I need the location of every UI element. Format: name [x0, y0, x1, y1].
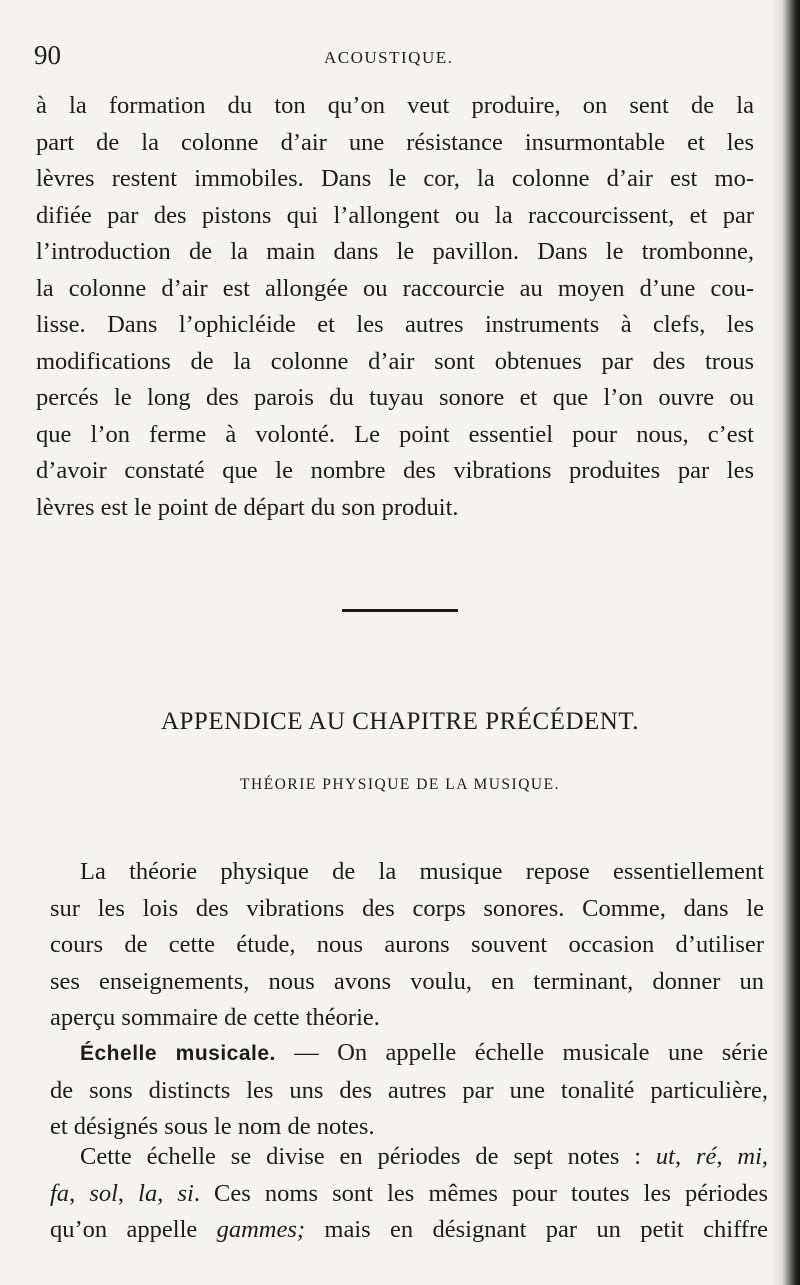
- text-span: . Ces noms sont les mêmes pour toutes les périodes: [193, 1179, 768, 1207]
- note-name: la: [138, 1179, 158, 1207]
- page-number: 90: [34, 40, 61, 70]
- text-line: et désignés sous le nom de notes.: [50, 1113, 375, 1140]
- text-line: part de la colonne d’air une résistance insurmontable et les: [36, 128, 754, 156]
- text-line: sur les lois des vibrations des corps sonores. Comme, dans le: [50, 894, 764, 922]
- running-title: ACOUSTIQUE.: [324, 48, 454, 67]
- note-name: si: [177, 1179, 194, 1207]
- text-line: Cette échelle se divise en périodes de sept notes : ut, ré, mi,: [80, 1143, 769, 1170]
- note-name: ut: [655, 1143, 675, 1170]
- appendix-title: APPENDICE AU CHAPITRE PRÉCÉDENT.: [160, 708, 640, 735]
- note-name: mi: [737, 1143, 762, 1170]
- text-line: difiée par des pistons qui l’allongent ou la raccourcissent, et par: [36, 201, 754, 229]
- paragraph-musical-scale: [50, 1035, 768, 1146]
- note-name: ré: [695, 1143, 717, 1170]
- text-span: — On appelle échelle musicale une série: [275, 1039, 768, 1066]
- appendix-subtitle: THÉORIE PHYSIQUE DE LA MUSIQUE.: [240, 776, 560, 793]
- text-line: cours de cette étude, nous aurons souvent occasion d’utiliser: [50, 931, 764, 958]
- text-line: lisse. Dans l’ophicléide et les autres instruments à clefs, les: [36, 311, 754, 338]
- note-name: fa: [50, 1179, 70, 1207]
- term-echelle-musicale: Échelle musicale.: [80, 1042, 276, 1065]
- text-line: ses enseignements, nous avons voulu, en terminant, donner un: [50, 967, 764, 995]
- note-name: sol: [89, 1179, 118, 1207]
- text-line: aperçu sommaire de cette théorie.: [50, 1004, 380, 1031]
- term-gammes: gammes;: [216, 1216, 306, 1243]
- binding-shadow: [770, 0, 800, 1285]
- text-line: [50, 1035, 768, 1073]
- text-line: percés le long des parois du tuyau sonore et que l’on ouvre ou: [36, 384, 754, 411]
- section-divider: [342, 609, 458, 612]
- text-span: qu’on appelle: [50, 1216, 217, 1243]
- text-line: lèvres est le point de départ du son produit.: [36, 493, 459, 521]
- page-header: [34, 40, 754, 76]
- text-line: lèvres restent immobiles. Dans le cor, la colonne d’air est mo-: [36, 165, 754, 192]
- text-line: fa, sol, la, si. Ces noms sont les mêmes pour toutes les périodes: [50, 1179, 768, 1207]
- text-span: mais en désignant par un petit chiffre: [305, 1216, 768, 1243]
- text-line: l’introduction de la main dans le pavillon. Dans le trombonne,: [36, 238, 754, 265]
- paragraph-scale-periods: [50, 1139, 768, 1249]
- paragraph-wind-instruments: [36, 88, 754, 526]
- paragraph-theory-intro: [50, 854, 764, 1037]
- text-line: [50, 1212, 768, 1249]
- text-line: modifications de la colonne d’air sont obtenues par des trous: [36, 347, 754, 375]
- text-line: de sons distincts les uns des autres par une tonalité particulière,: [50, 1076, 768, 1104]
- text-line: la colonne d’air est allongée ou raccourcie au moyen d’une cou-: [36, 274, 754, 302]
- text-line: que l’on ferme à volonté. Le point essentiel pour nous, c’est: [36, 420, 754, 448]
- text-line: à la formation du ton qu’on veut produire, on sent de la: [36, 92, 754, 119]
- text-span: Cette échelle se divise en périodes de sept notes :: [80, 1143, 656, 1170]
- text-line: La théorie physique de la musique repose essentiellement: [80, 858, 764, 885]
- text-line: d’avoir constaté que le nombre des vibrations produites par les: [36, 457, 754, 484]
